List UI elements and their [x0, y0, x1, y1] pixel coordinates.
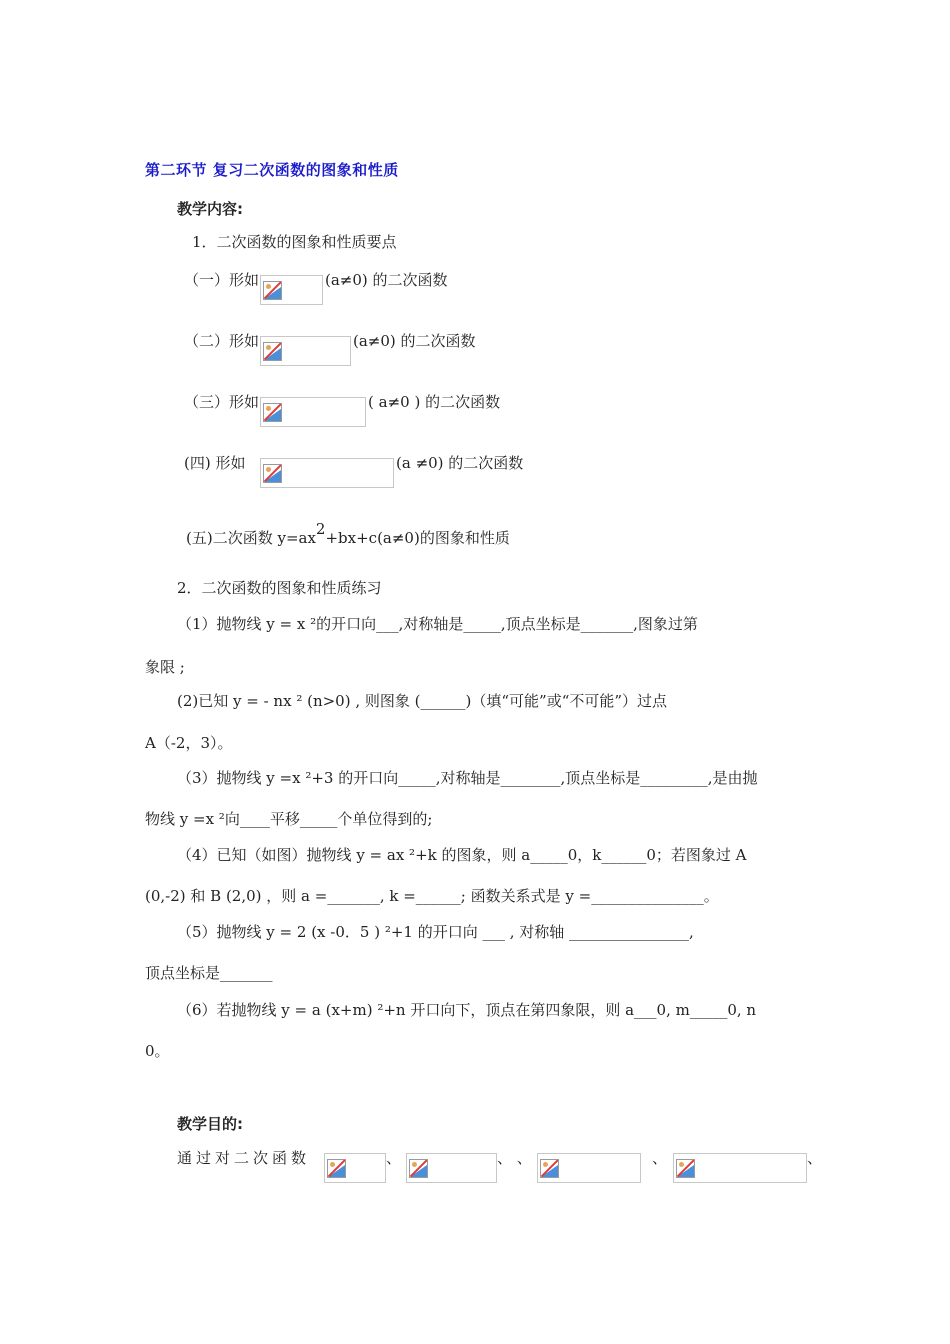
goal-formula-image-2 [406, 1153, 497, 1183]
goal-heading: 教学目的: [177, 1115, 243, 1133]
item-2-prefix: （二）形如 [184, 332, 260, 350]
goal-separator-1: 、 [386, 1149, 402, 1167]
goal-formula-image-4 [673, 1153, 807, 1183]
broken-image-icon [676, 1159, 695, 1178]
broken-image-icon [263, 464, 282, 483]
broken-image-icon [263, 403, 282, 422]
item-1-suffix: (a≠0) 的二次函数 [325, 271, 448, 289]
question-2-line-2: A（-2，3）。 [145, 734, 233, 752]
formula-image-1 [260, 275, 323, 305]
formula-image-3 [260, 397, 366, 427]
goal-separator-3: 、 [652, 1149, 668, 1167]
section-title: 第二环节 复习二次函数的图象和性质 [145, 161, 399, 179]
part2-heading: 2．二次函数的图象和性质练习 [177, 579, 382, 597]
goal-separator-4: 、 [807, 1149, 823, 1167]
goal-formula-image-1 [324, 1153, 386, 1183]
question-1-line-1: （1）抛物线 y = x ²的开口向___,对称轴是_____,顶点坐标是_______,图象过第 [177, 615, 698, 633]
question-1-line-2: 象限 ; [145, 658, 185, 676]
item-3-suffix: ( a≠0 ) 的二次函数 [368, 393, 501, 411]
broken-image-icon [409, 1159, 428, 1178]
item-4-suffix: (a ≠0) 的二次函数 [396, 454, 524, 472]
formula-image-2 [260, 336, 351, 366]
item-5-pre: (五)二次函数 y=ax [186, 529, 316, 547]
item-5-exponent: 2 [315, 520, 326, 538]
broken-image-icon [327, 1159, 346, 1178]
content-heading: 教学内容: [177, 200, 243, 218]
goal-separator-2: 、 、 [497, 1149, 532, 1167]
question-3-line-2: 物线 y =x ²向____平移_____个单位得到的; [145, 810, 433, 828]
item-1-prefix: （一）形如 [184, 271, 260, 289]
question-5-line-2: 顶点坐标是_______ [145, 964, 273, 982]
question-4-line-2: (0,-2) 和 B (2,0) ，则 a =_______, k =______; 函数关系式是 y =_______________。 [145, 887, 719, 905]
question-6-line-1: （6）若抛物线 y = a (x+m) ²+n 开口向下，顶点在第四象限，则 a___0, m_____0, n [177, 1001, 757, 1019]
goal-text: 通过对二次函数 [177, 1149, 311, 1167]
goal-formula-image-3 [537, 1153, 641, 1183]
item-3-prefix: （三）形如 [184, 393, 260, 411]
item-5 [186, 520, 510, 548]
question-3-line-1: （3）抛物线 y =x ²+3 的开口向_____,对称轴是________,顶点坐标是_________,是由抛 [177, 769, 758, 787]
question-5-line-1: （5）抛物线 y = 2 (x -0．5 ) ²+1 的开口向 ___ , 对称轴 ________________, [177, 923, 694, 941]
question-4-line-1: （4）已知（如图）抛物线 y = ax ²+k 的图象，则 a_____0，k______0；若图象过 A [177, 846, 747, 864]
item-4-prefix: (四) 形如 [184, 454, 246, 472]
part1-heading: 1．二次函数的图象和性质要点 [192, 233, 397, 251]
item-5-post: +bx+c(a≠0)的图象和性质 [325, 529, 510, 547]
broken-image-icon [540, 1159, 559, 1178]
question-2-line-1: (2)已知 y = - nx ² (n>0) , 则图象 (______)（填“可能”或“不可能”）过点 [177, 692, 668, 710]
broken-image-icon [263, 281, 282, 300]
formula-image-4 [260, 458, 394, 488]
broken-image-icon [263, 342, 282, 361]
question-6-line-2: 0。 [145, 1042, 170, 1060]
item-2-suffix: (a≠0) 的二次函数 [353, 332, 476, 350]
